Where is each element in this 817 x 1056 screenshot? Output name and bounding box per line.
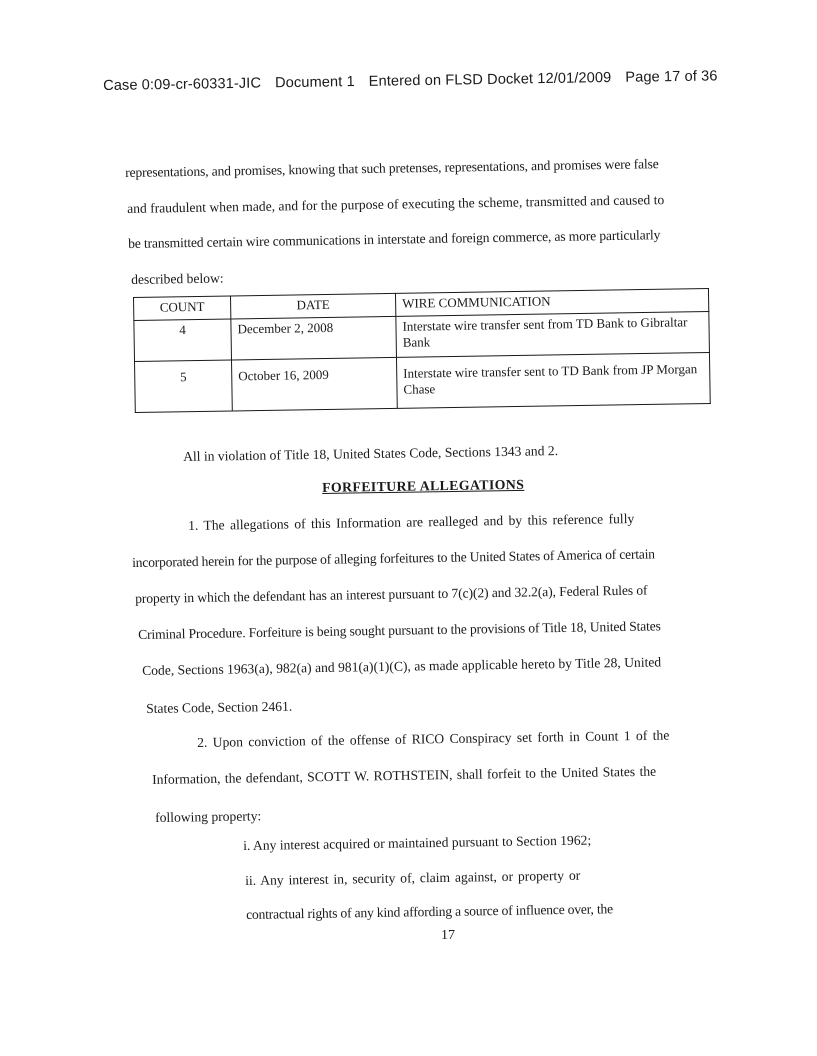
date-cell: October 16, 2009 [232,357,398,411]
body-text-line: representations, and promises, knowing that such pretenses, representations, and promises were false [125,156,659,180]
case-number: Case 0:09-cr-60331-JIC [103,75,262,94]
count-cell: 4 [134,319,232,362]
count-cell: 5 [135,360,233,413]
body-text-line: Criminal Procedure. Forfeiture is being sought pursuant to the provisions of Title 18, United States [138,618,661,642]
docket-header [103,68,743,94]
entered-on-docket: Entered on FLSD Docket 12/01/2009 [368,70,612,90]
date-cell: December 2, 2008 [231,316,397,360]
table-row [135,352,711,412]
list-item: i. Any interest acquired or maintained pursuant to Section 1962; [243,832,592,853]
page-number: 17 [441,928,455,943]
page-of-total: Page 17 of 36 [625,68,718,86]
column-header-count: COUNT [134,296,231,321]
wire-communications-table [133,288,711,413]
body-text-line: incorporated herein for the purpose of alleging forfeitures to the United States of America of certain [132,546,655,570]
body-text-line: be transmitted certain wire communications in interstate and foreign commerce, as more particularly [128,227,661,251]
body-text-line: 2. Upon conviction of the offense of RICO Conspiracy set forth in Count 1 of the [197,727,670,750]
violation-statement: All in violation of Title 18, United States Code, Sections 1343 and 2. [183,443,559,464]
body-text-line: and fraudulent when made, and for the purpose of executing the scheme, transmitted and caused to [127,192,665,216]
column-header-wire-communication: WIRE COMMUNICATION [395,288,708,316]
list-item: ii. Any interest in, security of, claim against, or property or [245,867,581,888]
document-number: Document 1 [274,74,355,92]
body-text-line: 1. The allegations of this Information are realleged and by this reference fully [188,510,635,533]
body-text-line: Code, Sections 1963(a), 982(a) and 981(a)(1)(C), as made applicable hereto by Title 28, United [142,654,662,678]
column-header-date: DATE [230,293,395,319]
list-item: contractual rights of any kind affording a source of influence over, the [246,901,614,922]
body-text-line: Information, the defendant, SCOTT W. ROTHSTEIN, shall forfeit to the United States the [152,763,657,787]
body-text-line: property in which the defendant has an interest pursuant to 7(c)(2) and 32.2(a), Federal Rules of [135,582,648,606]
body-text-line: following property: [155,808,262,825]
wire-communication-cell: Interstate wire transfer sent to TD Bank from JP Morgan Chase [396,352,710,408]
body-text-line: States Code, Section 2461. [146,698,293,716]
wire-communication-cell: Interstate wire transfer sent from TD Bank to Gibraltar Bank [396,311,710,357]
forfeiture-allegations-heading: FORFEITURE ALLEGATIONS [322,476,525,495]
body-text-line: described below: [131,270,224,287]
